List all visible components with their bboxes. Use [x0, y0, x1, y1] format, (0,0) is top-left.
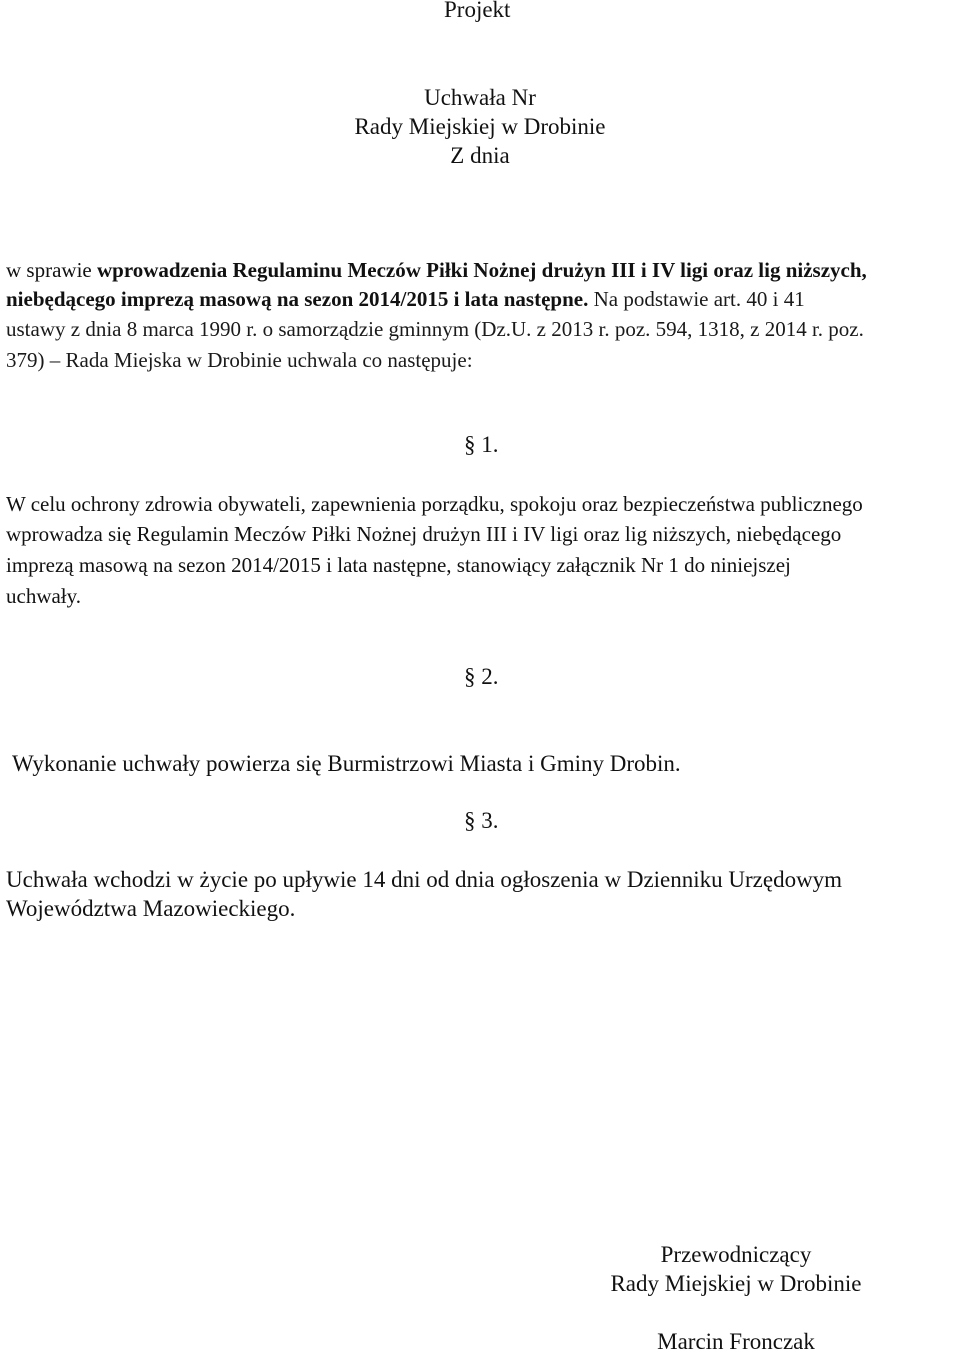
preamble-line-4: 379) – Rada Miejska w Drobinie uchwala co następuje: — [6, 348, 473, 372]
preamble-line-2 — [6, 287, 956, 312]
section-2-text: Wykonanie uchwały powierza się Burmistrzowi Miasta i Gminy Drobin. — [12, 751, 681, 776]
section-1-line-1: W celu ochrony zdrowia obywateli, zapewnienia porządku, spokoju oraz bezpieczeństwa publicznego — [6, 492, 863, 516]
preamble-line-1 — [6, 258, 956, 283]
preamble-line-3: ustawy z dnia 8 marca 1990 r. o samorządzie gminnym (Dz.U. z 2013 r. poz. 594, 1318, z 2014 r. poz. — [6, 317, 864, 341]
section-2-heading: § 2. — [464, 664, 499, 689]
preamble-subject-cont: niebędącego imprezą masową na sezon 2014/2015 i lata następne. — [6, 287, 589, 311]
section-3-heading: § 3. — [464, 808, 499, 833]
preamble-legal-basis: Na podstawie art. 40 i 41 — [588, 287, 805, 311]
section-3-line-1: Uchwała wchodzi w życie po upływie 14 dni od dnia ogłoszenia w Dzienniku Urzędowym — [6, 867, 843, 892]
signature-name: Marcin Fronczak — [657, 1329, 815, 1354]
projekt-label: Projekt — [444, 0, 511, 22]
section-1-line-3: imprezą masową na sezon 2014/2015 i lata następne, stanowiący załącznik Nr 1 do niniejszej — [6, 553, 791, 577]
section-3-line-2: Województwa Mazowieckiego. — [6, 896, 296, 921]
signature-body: Rady Miejskiej w Drobinie — [610, 1271, 862, 1296]
title-line-2: Rady Miejskiej w Drobinie — [354, 114, 606, 139]
preamble-prefix: w sprawie — [6, 258, 97, 282]
preamble-subject: wprowadzenia Regulaminu Meczów Piłki Nożnej drużyn III i IV ligi oraz lig niższych, — [96, 258, 867, 282]
title-line-3: Z dnia — [450, 143, 510, 168]
section-1-line-4: uchwały. — [6, 584, 82, 608]
signature-role: Przewodniczący — [660, 1242, 812, 1267]
title-line-1: Uchwała Nr — [424, 85, 536, 110]
section-1-line-2: wprowadza się Regulamin Meczów Piłki Nożnej drużyn III i IV ligi oraz lig niższych, niebędącego — [6, 522, 842, 546]
section-1-heading: § 1. — [464, 432, 499, 457]
